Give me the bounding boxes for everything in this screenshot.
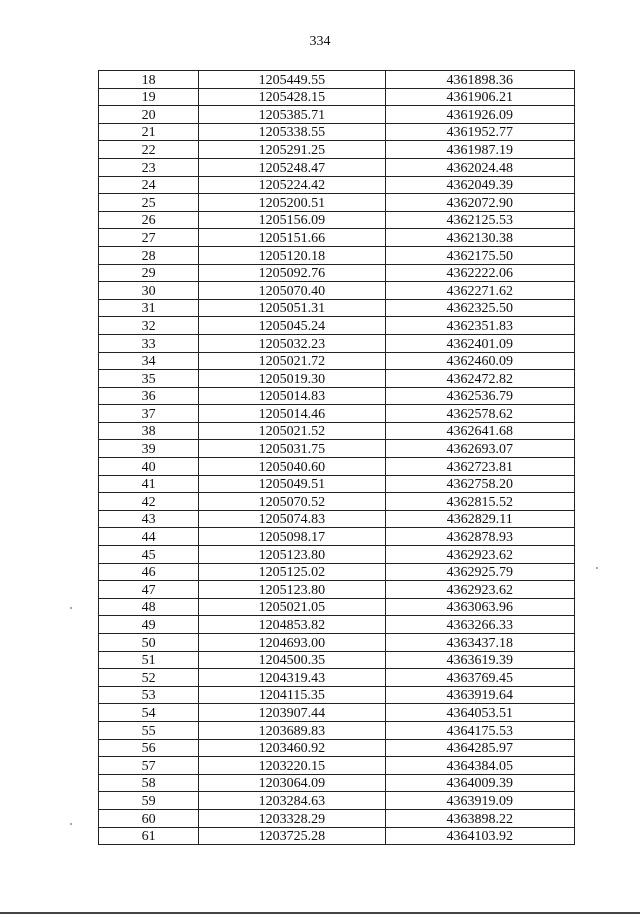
x-coordinate-cell: 1205021.72 — [199, 352, 385, 370]
table-row — [99, 616, 575, 634]
scan-speck — [70, 823, 72, 825]
x-coordinate-cell: 1205032.23 — [199, 334, 385, 352]
x-coordinate-cell: 1205224.42 — [199, 176, 385, 194]
point-number-cell: 59 — [99, 792, 199, 810]
point-number-cell: 47 — [99, 581, 199, 599]
x-coordinate-cell: 1205120.18 — [199, 246, 385, 264]
point-number-cell: 34 — [99, 352, 199, 370]
y-coordinate-cell: 4362271.62 — [385, 282, 574, 300]
point-number-cell: 51 — [99, 651, 199, 669]
point-number-cell: 23 — [99, 158, 199, 176]
y-coordinate-cell: 4362125.53 — [385, 211, 574, 229]
x-coordinate-cell: 1205338.55 — [199, 123, 385, 141]
point-number-cell: 20 — [99, 106, 199, 124]
x-coordinate-cell: 1205031.75 — [199, 440, 385, 458]
table-row — [99, 334, 575, 352]
table-row — [99, 669, 575, 687]
y-coordinate-cell: 4363898.22 — [385, 809, 574, 827]
y-coordinate-cell: 4364009.39 — [385, 774, 574, 792]
x-coordinate-cell: 1203284.63 — [199, 792, 385, 810]
x-coordinate-cell: 1205070.40 — [199, 282, 385, 300]
point-number-cell: 21 — [99, 123, 199, 141]
point-number-cell: 45 — [99, 546, 199, 564]
point-number-cell: 60 — [99, 809, 199, 827]
y-coordinate-cell: 4362472.82 — [385, 370, 574, 388]
point-number-cell: 25 — [99, 194, 199, 212]
x-coordinate-cell: 1205123.80 — [199, 546, 385, 564]
point-number-cell: 54 — [99, 704, 199, 722]
table-row — [99, 123, 575, 141]
y-coordinate-cell: 4363437.18 — [385, 634, 574, 652]
point-number-cell: 46 — [99, 563, 199, 581]
x-coordinate-cell: 1205248.47 — [199, 158, 385, 176]
point-number-cell: 32 — [99, 317, 199, 335]
table-row — [99, 598, 575, 616]
page-number: 334 — [309, 34, 331, 49]
table-row — [99, 721, 575, 739]
table-row — [99, 176, 575, 194]
x-coordinate-cell: 1205051.31 — [199, 299, 385, 317]
x-coordinate-cell: 1205045.24 — [199, 317, 385, 335]
table-row — [99, 194, 575, 212]
x-coordinate-cell: 1203725.28 — [199, 827, 385, 845]
table-row — [99, 528, 575, 546]
point-number-cell: 52 — [99, 669, 199, 687]
page-bottom-edge — [0, 912, 640, 914]
y-coordinate-cell: 4362222.06 — [385, 264, 574, 282]
point-number-cell: 50 — [99, 634, 199, 652]
point-number-cell: 31 — [99, 299, 199, 317]
table-row — [99, 581, 575, 599]
y-coordinate-cell: 4362925.79 — [385, 563, 574, 581]
y-coordinate-cell: 4362460.09 — [385, 352, 574, 370]
y-coordinate-cell: 4364384.05 — [385, 757, 574, 775]
y-coordinate-cell: 4363769.45 — [385, 669, 574, 687]
y-coordinate-cell: 4362723.81 — [385, 458, 574, 476]
y-coordinate-cell: 4362325.50 — [385, 299, 574, 317]
table-row — [99, 563, 575, 581]
point-number-cell: 22 — [99, 141, 199, 159]
point-number-cell: 37 — [99, 405, 199, 423]
table-row — [99, 458, 575, 476]
x-coordinate-cell: 1204115.35 — [199, 686, 385, 704]
x-coordinate-cell: 1205156.09 — [199, 211, 385, 229]
x-coordinate-cell: 1205125.02 — [199, 563, 385, 581]
table-row — [99, 634, 575, 652]
point-number-cell: 57 — [99, 757, 199, 775]
point-number-cell: 29 — [99, 264, 199, 282]
y-coordinate-cell: 4362578.62 — [385, 405, 574, 423]
x-coordinate-cell: 1203460.92 — [199, 739, 385, 757]
table-row — [99, 387, 575, 405]
table-row — [99, 757, 575, 775]
x-coordinate-cell: 1205040.60 — [199, 458, 385, 476]
x-coordinate-cell: 1205014.46 — [199, 405, 385, 423]
point-number-cell: 27 — [99, 229, 199, 247]
point-number-cell: 41 — [99, 475, 199, 493]
point-number-cell: 43 — [99, 510, 199, 528]
y-coordinate-cell: 4363619.39 — [385, 651, 574, 669]
y-coordinate-cell: 4364103.92 — [385, 827, 574, 845]
point-number-cell: 28 — [99, 246, 199, 264]
x-coordinate-cell: 1205151.66 — [199, 229, 385, 247]
y-coordinate-cell: 4362693.07 — [385, 440, 574, 458]
y-coordinate-cell: 4361926.09 — [385, 106, 574, 124]
point-number-cell: 58 — [99, 774, 199, 792]
point-number-cell: 38 — [99, 422, 199, 440]
table-row — [99, 71, 575, 89]
x-coordinate-cell: 1205291.25 — [199, 141, 385, 159]
table-row — [99, 264, 575, 282]
point-number-cell: 49 — [99, 616, 199, 634]
point-number-cell: 53 — [99, 686, 199, 704]
table-row — [99, 651, 575, 669]
y-coordinate-cell: 4362878.93 — [385, 528, 574, 546]
point-number-cell: 33 — [99, 334, 199, 352]
table-row — [99, 510, 575, 528]
x-coordinate-cell: 1205200.51 — [199, 194, 385, 212]
table-row — [99, 317, 575, 335]
x-coordinate-cell: 1205428.15 — [199, 88, 385, 106]
x-coordinate-cell: 1205385.71 — [199, 106, 385, 124]
point-number-cell: 42 — [99, 493, 199, 511]
point-number-cell: 39 — [99, 440, 199, 458]
y-coordinate-cell: 4362130.38 — [385, 229, 574, 247]
point-number-cell: 56 — [99, 739, 199, 757]
y-coordinate-cell: 4361898.36 — [385, 71, 574, 89]
y-coordinate-cell: 4362536.79 — [385, 387, 574, 405]
point-number-cell: 18 — [99, 71, 199, 89]
x-coordinate-cell: 1205449.55 — [199, 71, 385, 89]
x-coordinate-cell: 1205123.80 — [199, 581, 385, 599]
y-coordinate-cell: 4364175.53 — [385, 721, 574, 739]
x-coordinate-cell: 1205014.83 — [199, 387, 385, 405]
table-row — [99, 493, 575, 511]
point-number-cell: 30 — [99, 282, 199, 300]
table-row — [99, 282, 575, 300]
y-coordinate-cell: 4364285.97 — [385, 739, 574, 757]
x-coordinate-cell: 1205021.05 — [199, 598, 385, 616]
table-row — [99, 246, 575, 264]
x-coordinate-cell: 1203689.83 — [199, 721, 385, 739]
y-coordinate-cell: 4362072.90 — [385, 194, 574, 212]
x-coordinate-cell: 1205021.52 — [199, 422, 385, 440]
table-row — [99, 405, 575, 423]
y-coordinate-cell: 4362641.68 — [385, 422, 574, 440]
point-number-cell: 40 — [99, 458, 199, 476]
x-coordinate-cell: 1205098.17 — [199, 528, 385, 546]
table-row — [99, 792, 575, 810]
scan-speck — [596, 567, 598, 569]
coordinates-table-body — [99, 71, 575, 845]
y-coordinate-cell: 4361952.77 — [385, 123, 574, 141]
y-coordinate-cell: 4363063.96 — [385, 598, 574, 616]
point-number-cell: 24 — [99, 176, 199, 194]
point-number-cell: 61 — [99, 827, 199, 845]
x-coordinate-cell: 1205019.30 — [199, 370, 385, 388]
y-coordinate-cell: 4362175.50 — [385, 246, 574, 264]
point-number-cell: 55 — [99, 721, 199, 739]
point-number-cell: 35 — [99, 370, 199, 388]
table-row — [99, 370, 575, 388]
y-coordinate-cell: 4364053.51 — [385, 704, 574, 722]
table-row — [99, 704, 575, 722]
table-row — [99, 774, 575, 792]
x-coordinate-cell: 1205092.76 — [199, 264, 385, 282]
table-row — [99, 827, 575, 845]
x-coordinate-cell: 1203328.29 — [199, 809, 385, 827]
table-row — [99, 141, 575, 159]
x-coordinate-cell: 1204500.35 — [199, 651, 385, 669]
x-coordinate-cell: 1205070.52 — [199, 493, 385, 511]
point-number-cell: 44 — [99, 528, 199, 546]
y-coordinate-cell: 4362829.11 — [385, 510, 574, 528]
table-row — [99, 106, 575, 124]
x-coordinate-cell: 1203220.15 — [199, 757, 385, 775]
table-row — [99, 229, 575, 247]
y-coordinate-cell: 4362351.83 — [385, 317, 574, 335]
y-coordinate-cell: 4362923.62 — [385, 546, 574, 564]
y-coordinate-cell: 4363266.33 — [385, 616, 574, 634]
table-row — [99, 440, 575, 458]
table-row — [99, 158, 575, 176]
y-coordinate-cell: 4362923.62 — [385, 581, 574, 599]
table-row — [99, 88, 575, 106]
scan-speck — [70, 607, 72, 609]
point-number-cell: 26 — [99, 211, 199, 229]
y-coordinate-cell: 4362758.20 — [385, 475, 574, 493]
point-number-cell: 36 — [99, 387, 199, 405]
point-number-cell: 19 — [99, 88, 199, 106]
x-coordinate-cell: 1205074.83 — [199, 510, 385, 528]
y-coordinate-cell: 4361906.21 — [385, 88, 574, 106]
table-row — [99, 422, 575, 440]
table-row — [99, 686, 575, 704]
x-coordinate-cell: 1204693.00 — [199, 634, 385, 652]
y-coordinate-cell: 4363919.64 — [385, 686, 574, 704]
x-coordinate-cell: 1205049.51 — [199, 475, 385, 493]
table-row — [99, 809, 575, 827]
point-number-cell: 48 — [99, 598, 199, 616]
table-row — [99, 739, 575, 757]
table-row — [99, 475, 575, 493]
table-row — [99, 546, 575, 564]
table-row — [99, 352, 575, 370]
table-row — [99, 211, 575, 229]
y-coordinate-cell: 4361987.19 — [385, 141, 574, 159]
y-coordinate-cell: 4362401.09 — [385, 334, 574, 352]
y-coordinate-cell: 4362049.39 — [385, 176, 574, 194]
y-coordinate-cell: 4362815.52 — [385, 493, 574, 511]
x-coordinate-cell: 1203907.44 — [199, 704, 385, 722]
y-coordinate-cell: 4363919.09 — [385, 792, 574, 810]
x-coordinate-cell: 1204853.82 — [199, 616, 385, 634]
x-coordinate-cell: 1204319.43 — [199, 669, 385, 687]
coordinates-table — [98, 70, 575, 845]
table-row — [99, 299, 575, 317]
y-coordinate-cell: 4362024.48 — [385, 158, 574, 176]
x-coordinate-cell: 1203064.09 — [199, 774, 385, 792]
